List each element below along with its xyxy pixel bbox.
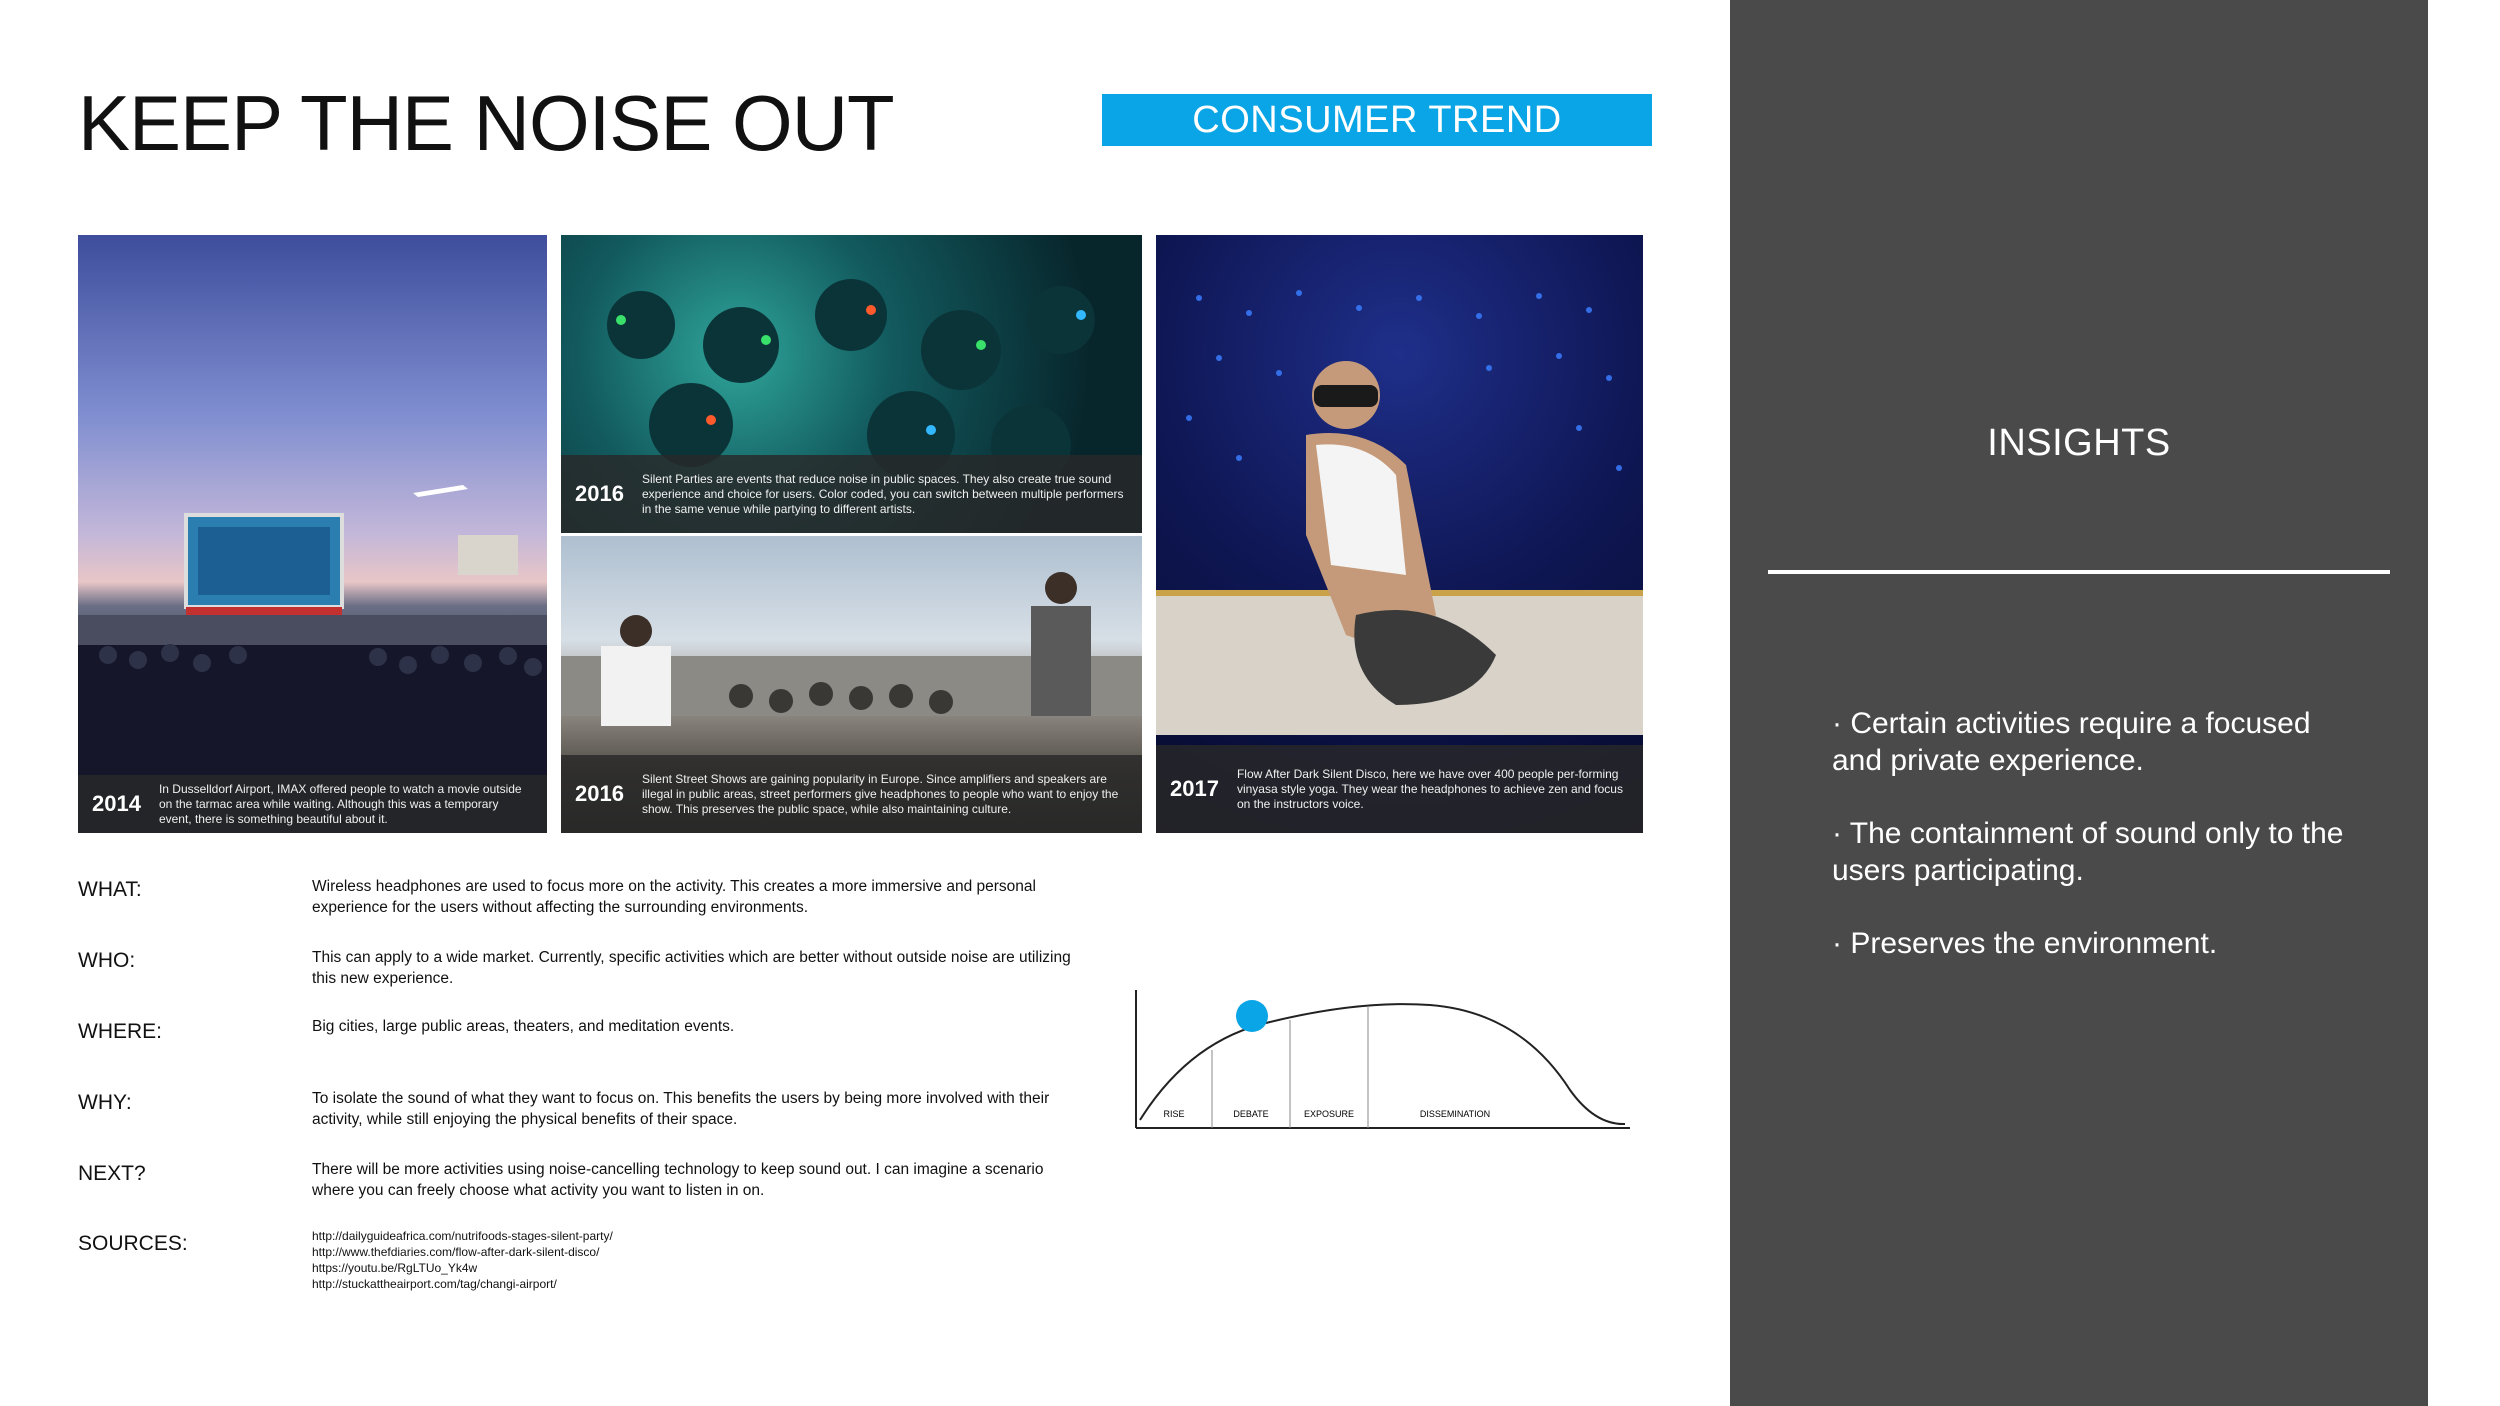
insight-item: · Certain activities require a focused and private experience.: [1832, 707, 2311, 777]
source-link[interactable]: http://dailyguideafrica.com/nutrifoods-stages-silent-party/: [312, 1229, 613, 1243]
caption-bar: [78, 775, 547, 833]
caption-year: 2014: [92, 791, 141, 816]
caption-year: 2016: [575, 481, 624, 506]
who-label: WHO:: [78, 949, 136, 972]
page-title: KEEP THE NOISE OUT: [78, 79, 894, 167]
photo-airport-imax: [78, 235, 547, 833]
source-link[interactable]: https://youtu.be/RgLTUo_Yk4w: [312, 1261, 478, 1275]
why-label: WHY:: [78, 1091, 132, 1114]
stage-label-debate: DEBATE: [1233, 1109, 1269, 1119]
sources-label: SOURCES:: [78, 1232, 188, 1255]
insights-title: INSIGHTS: [1987, 422, 2171, 464]
trend-curve-chart: [1130, 980, 1650, 1150]
where-label: WHERE:: [78, 1020, 162, 1043]
caption-year: 2016: [575, 781, 624, 806]
where-text: Big cities, large public areas, theaters, and meditation events.: [312, 1018, 735, 1035]
caption-text: In Dusselldorf Airport, IMAX offered people to watch a movie outside on the tarmac area while waiting. Although this was a temporary event, there is something beautiful about it.: [158, 781, 522, 826]
stage-label-dissemination: DISSEMINATION: [1419, 1109, 1491, 1119]
caption-bar: [561, 455, 1142, 533]
consumer-trend-badge: CONSUMER TREND: [1102, 94, 1652, 146]
insight-item: · Preserves the environment.: [1832, 927, 2218, 960]
insights-panel: [1730, 0, 2428, 1406]
next-text: There will be more activities using noise-cancelling technology to keep sound out. I can imagine a scenario where you can freely choose what activity you want to listen in on.: [312, 1161, 1044, 1199]
trend-curve: [1140, 1004, 1625, 1124]
next-label: NEXT?: [78, 1162, 146, 1185]
what-label: WHAT:: [78, 878, 142, 901]
caption-year: 2017: [1170, 776, 1219, 801]
caption-text: Flow After Dark Silent Disco, here we have over 400 people per-forming vinyasa style yoga. They wear the headphones to achieve zen and focus on the instructors voice.: [1236, 766, 1623, 811]
stage-label-exposure: EXPOSURE: [1303, 1109, 1355, 1119]
what-text: Wireless headphones are used to focus more on the activity. This creates a more immersive and personal experience for the users without affecting the surrounding environments.: [312, 878, 1036, 916]
caption-text: Silent Street Shows are gaining popularity in Europe. Since amplifiers and speakers are illegal in public areas, street performers give headphones to people who want to enjoy the show. This preserves the public space, while also maintaining culture.: [641, 771, 1119, 816]
source-link[interactable]: http://www.thefdiaries.com/flow-after-dark-silent-disco/: [312, 1245, 600, 1259]
why-text: To isolate the sound of what they want to focus on. This benefits the users by being more involved with their activity, while still enjoying the physical benefits of their space.: [312, 1090, 1050, 1128]
yoga-performer-graphic: [1156, 235, 1643, 833]
caption-bar: [561, 755, 1142, 833]
source-link[interactable]: http://stuckattheairport.com/tag/changi-airport/: [312, 1277, 557, 1291]
photo-silent-street-show: [561, 536, 1142, 833]
sources-list: [312, 1228, 613, 1292]
insights-divider: [1768, 570, 2390, 574]
photo-silent-party: [561, 235, 1142, 533]
insight-item: · The containment of sound only to the users participating.: [1832, 817, 2344, 887]
who-text: This can apply to a wide market. Currently, specific activities which are better without outside noise are utilizing this new experience.: [312, 949, 1071, 987]
caption-text: Silent Parties are events that reduce noise in public spaces. They also create true sound experience and choice for users. Color coded, you can switch between multiple performers in the same venue while partying to different artists.: [641, 471, 1124, 516]
airport-scene-graphic: [78, 235, 547, 833]
photo-yoga-silent-disco: [1156, 235, 1643, 833]
caption-bar: [1156, 745, 1643, 833]
current-stage-marker: [1236, 1000, 1268, 1032]
stage-label-rise: RISE: [1163, 1109, 1185, 1119]
